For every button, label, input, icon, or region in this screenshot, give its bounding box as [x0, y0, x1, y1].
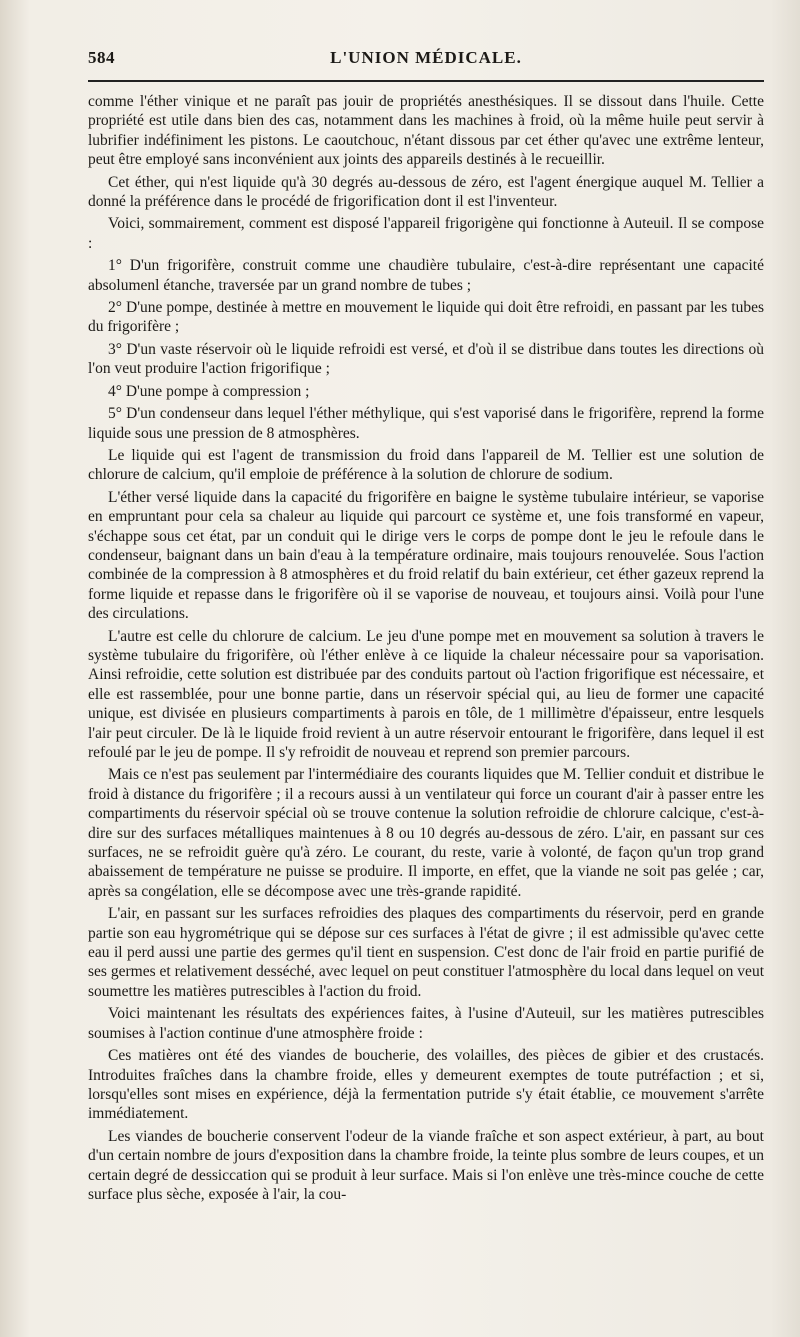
- paragraph: comme l'éther vinique et ne paraît pas jouir de propriétés anesthésiques. Il se dissout dans l'huile. Cette propriété est utile dans bien des cas, notamment dans les machines à froid, où la même huile peut servir à lubrifier indéfiniment les pistons. Le caoutchouc, n'étant dissous par cet éther qu'avec une extrême lenteur, peut être employé sans inconvénient aux joints des appareils destinés à le recueillir.: [88, 93, 764, 169]
- header-rule: [88, 80, 764, 82]
- article-body: [88, 92, 764, 1207]
- list-item: 4° D'une pompe à compression ;: [108, 382, 310, 400]
- journal-title: L'UNION MÉDICALE.: [330, 48, 522, 67]
- list-item: 3° D'un vaste réservoir où le liquide refroidi est versé, et d'où il se distribue dans toutes les directions où l'on veut produire l'action frigorifique ;: [88, 340, 764, 378]
- list-item: 5° D'un condenseur dans lequel l'éther méthylique, qui s'est vaporisé dans le frigorifère, reprend la forme liquide sous une pression de 8 atmosphères.: [88, 405, 764, 442]
- paragraph: Les viandes de boucherie conservent l'odeur de la viande fraîche et son aspect extérieur, à part, au bout d'un certain nombre de jours d'exposition dans la chambre froide, la teinte plus sombre de leurs coupes, et un certain degré de dessiccation qui se produit à leur surface. Mais si l'on enlève une très-mince couche de cette surface plus sèche, exposée à l'air, la cou-: [88, 1127, 764, 1203]
- paragraph: L'autre est celle du chlorure de calcium. Le jeu d'une pompe met en mouvement sa solution à travers le système tubulaire du frigorifère, où l'éther enlève à ce liquide la chaleur nécessaire pour sa vaporisation. Ainsi refroidie, cette solution est distribuée par des conduits partout où l'action frigorifique est nécessaire, et elle est rassemblée, pour une bonne partie, dans un réservoir spécial qui, au lieu de former une capacité unique, est divisée en plusieurs compartiments à parois en tôle, de 1 millimètre d'épaisseur, entre lesquels l'air peut circuler. De là le liquide froid revient à un autre réservoir entourant le frigorifère, dans lequel il est refoulé par le jeu de pompe. Il s'y refroidit de nouveau et reprend son premier parcours.: [88, 627, 764, 761]
- paragraph: Ces matières ont été des viandes de boucherie, des volailles, des pièces de gibier et des crustacés. Introduites fraîches dans la chambre froide, elles y demeurent exemptes de toute putréfaction ; et si, lorsqu'elles sont mises en expérience, déjà la fermentation putride s'y était établie, ce mouvement s'arrête immédiatement.: [88, 1047, 764, 1123]
- paragraph: Cet éther, qui n'est liquide qu'à 30 degrés au-dessous de zéro, est l'agent énergique auquel M. Tellier a donné la préférence dans le procédé de frigorification dont il est l'inventeur.: [88, 173, 764, 211]
- paragraph: Voici, sommairement, comment est disposé l'appareil frigorigène qui fonctionne à Auteuil. Il se compose :: [88, 215, 764, 252]
- list-item: 1° D'un frigorifère, construit comme une chaudière tubulaire, c'est-à-dire représentant une capacité absolumenl étanche, traversée par un grand nombre de tubes ;: [88, 257, 764, 294]
- paragraph: Le liquide qui est l'agent de transmission du froid dans l'appareil de M. Tellier est une solution de chlorure de calcium, qu'il emploie de préférence à la solution de chlorure de sodium.: [88, 446, 764, 484]
- paragraph: Voici maintenant les résultats des expériences faites, à l'usine d'Auteuil, sur les matières putrescibles soumises à l'action continue d'une atmosphère froide :: [88, 1005, 764, 1042]
- paragraph: L'air, en passant sur les surfaces refroidies des plaques des compartiments du réservoir, perd en grande partie son eau hygrométrique qui se dépose sur ces surfaces à l'état de givre ; il est admissible qu'avec cette eau il perd aussi une partie des germes qu'il tient en suspension. C'est donc de l'air froid en partie purifié de ses germes et relativement desséché, avec lequel on peut constituer l'atmosphère du local dans lequel on veut soumettre les matières putrescibles à l'action du froid.: [88, 905, 764, 1000]
- page-header: [88, 48, 764, 74]
- page-number: 584: [88, 48, 115, 67]
- paragraph: L'éther versé liquide dans la capacité du frigorifère en baigne le système tubulaire intérieur, se vaporise en empruntant pour cela sa chaleur au liquide qui parcourt ce système et, une fois transformé en vapeur, s'échappe sous cet état, par un conduit qui le dirige vers le corps de pompe dont le jeu le refoule dans le condenseur, baignant dans un bain d'eau à la température ordinaire, mais toujours renouvelée. Sous l'action combinée de la compression à 8 atmosphères et du froid relatif du bain extérieur, cet éther gazeux reprend la forme liquide et repasse dans le frigorifère où il se vaporise de nouveau, et toujours ainsi. Voilà pour l'une des circulations.: [88, 488, 764, 623]
- paragraph: Mais ce n'est pas seulement par l'intermédiaire des courants liquides que M. Tellier conduit et distribue le froid à distance du frigorifère ; il a recours aussi à un ventilateur qui force un courant d'air à passer entre les compartiments du réservoir spécial où se trouve contenue la solution refroidie de chlorure calcique, c'est-à-dire sur des surfaces métalliques maintenues à 8 ou 10 degrés au-dessous de zéro. L'air, en passant sur ces surfaces, ne se refroidit guère qu'à zéro. Le courant, du reste, varie à volonté, de façon qu'un trop grand abaissement de température ne puisse se produire. Il importe, en effet, que la viande ne soit pas gelée ; car, après sa congélation, elle se décompose avec une très-grande rapidité.: [88, 766, 764, 900]
- list-item: 2° D'une pompe, destinée à mettre en mouvement le liquide qui doit être refroidi, en passant par les tubes du frigorifère ;: [88, 299, 764, 336]
